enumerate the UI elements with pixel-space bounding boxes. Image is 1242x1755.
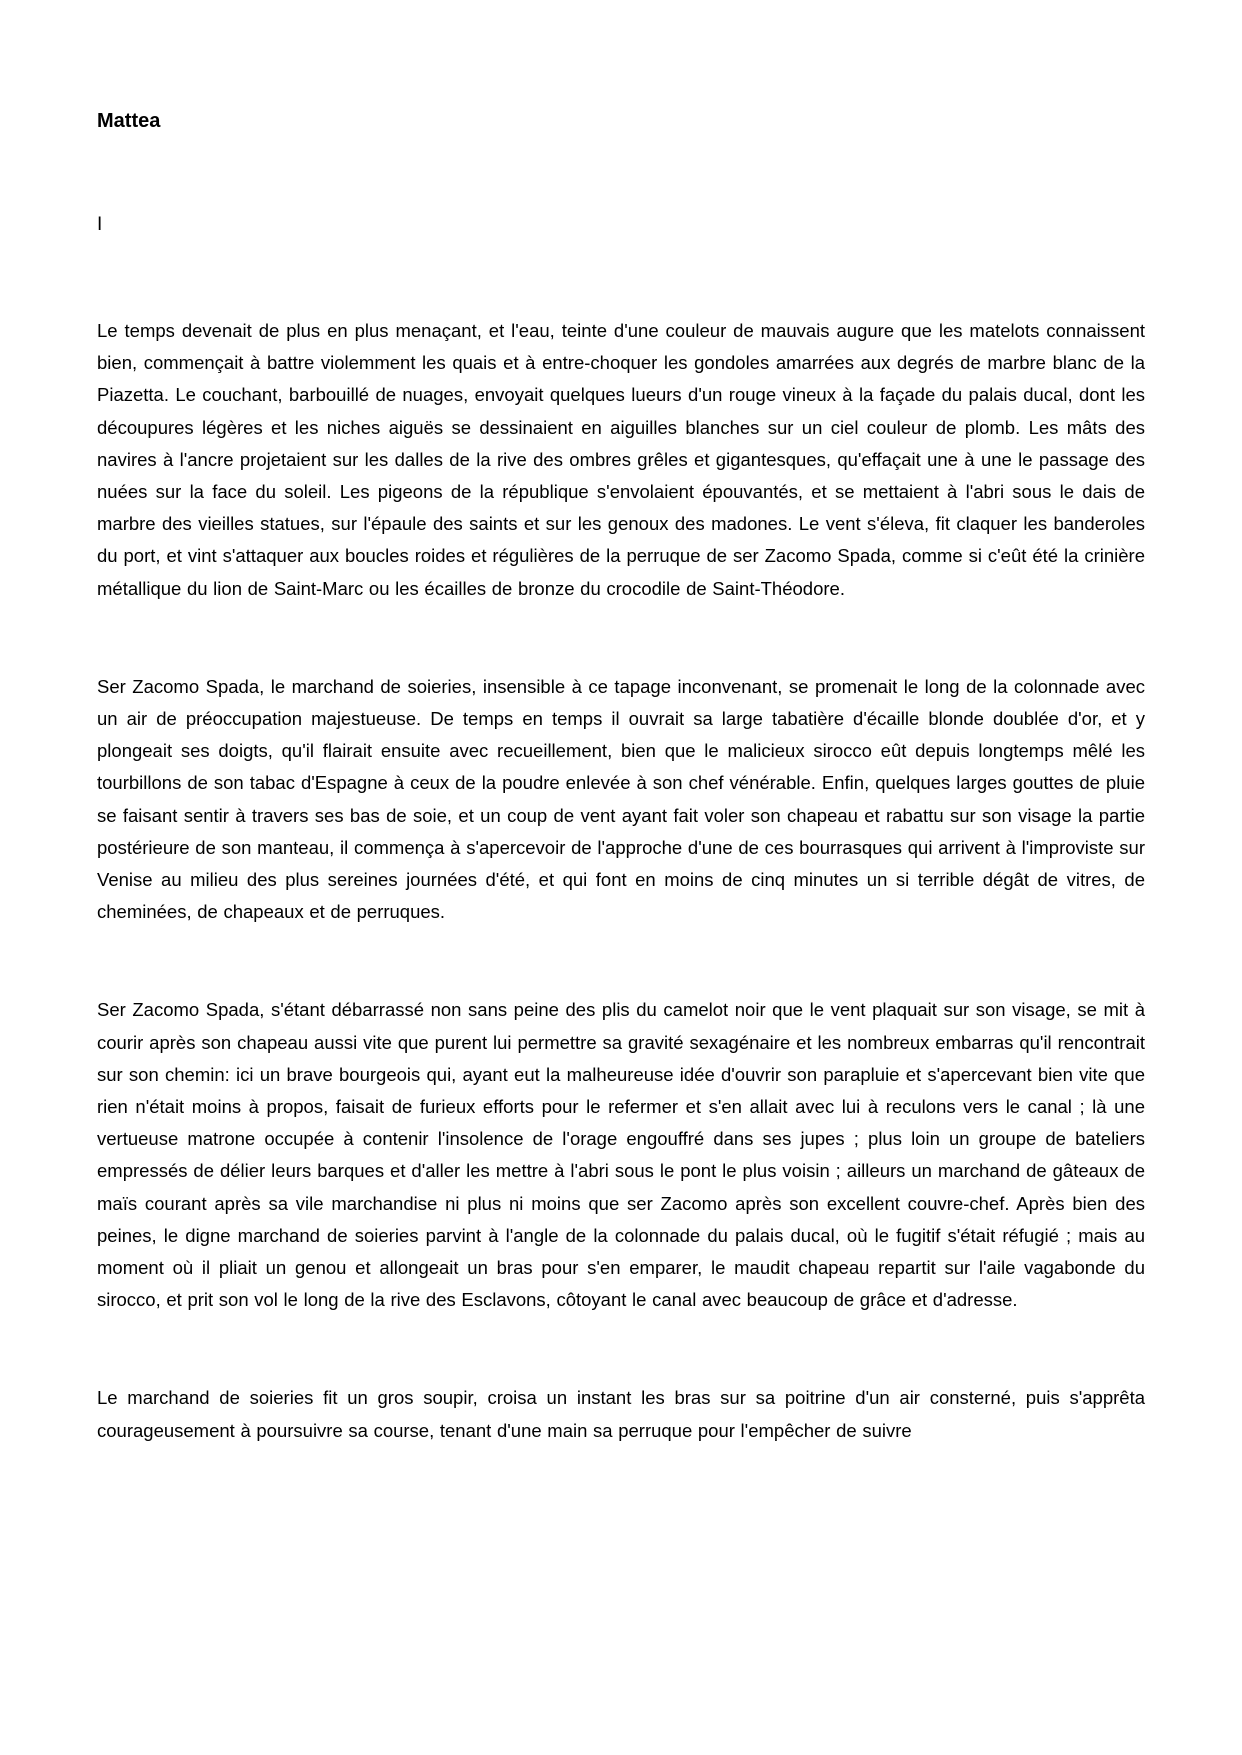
chapter-numeral: I [97, 214, 103, 235]
paragraph-3: Ser Zacomo Spada, s'étant débarrassé non sans peine des plis du camelot noir que le vent plaquait sur son visage, se mit à courir après son chapeau aussi vite que purent lui permettre sa gravité sexagénaire et les nombreux embarras qu'il rencontrait sur son chemin: ici un brave bourgeois qui, ayant eut la malheureuse idée d'ouvrir son parapluie et s'apercevant bien vite que rien n'était moins à propos, faisait de furieux efforts pour le refermer et s'en allait avec lui à reculons vers le canal ; là une vertueuse matrone occupée à contenir l'insolence de l'orage engouffré dans ses jupes ; plus loin un groupe de bateliers empressés de délier leurs barques et d'aller les mettre à l'abri sous le pont le plus voisin ; ailleurs un marchand de gâteaux de maïs courant après sa vile marchandise ni plus ni moins que ser Zacomo après son excellent couvre-chef. Après bien des peines, le digne marchand de soieries parvint à l'angle de la colonnade du palais ducal, où le fugitif s'était réfugié ; mais au moment où il pliait un genou et allongeait un bras pour s'en emparer, le maudit chapeau repartit sur l'aile vagabonde du sirocco, et prit son vol le long de la rive des Esclavons, côtoyant le canal avec beaucoup de grâce et d'adresse. [97, 999, 1145, 1311]
paragraph-4: Le marchand de soieries fit un gros soupir, croisa un instant les bras sur sa poitrine d'un air consterné, puis s'apprêta courageusement à poursuivre sa course, tenant d'une main sa perruque pour l'empêcher de suivre [97, 1387, 1145, 1441]
paragraph-1: Le temps devenait de plus en plus menaçant, et l'eau, teinte d'une couleur de mauvais augure que les matelots connaissent bien, commençait à battre violemment les quais et à entre-choquer les gondoles amarrées aux degrés de marbre blanc de la Piazetta. Le couchant, barbouillé de nuages, envoyait quelques lueurs d'un rouge vineux à la façade du palais ducal, dont les découpures légères et les niches aiguës se dessinaient en aiguilles blanches sur un ciel couleur de plomb. Les mâts des navires à l'ancre projetaient sur les dalles de la rive des ombres grêles et gigantesques, qu'effaçait une à une le passage des nuées sur la face du soleil. Les pigeons de la république s'envolaient épouvantés, et se mettaient à l'abri sous le dais de marbre des vieilles statues, sur l'épaule des saints et sur les genoux des madones. Le vent s'éleva, fit claquer les banderoles du port, et vint s'attaquer aux boucles roides et régulières de la perruque de ser Zacomo Spada, comme si c'eût été la crinière métallique du lion de Saint-Marc ou les écailles de bronze du crocodile de Saint-Théodore. [97, 320, 1145, 599]
document-title: Mattea [97, 110, 161, 132]
paragraph-2: Ser Zacomo Spada, le marchand de soieries, insensible à ce tapage inconvenant, se promenait le long de la colonnade avec un air de préoccupation majestueuse. De temps en temps il ouvrait sa large tabatière d'écaille blonde doublée d'or, et y plongeait ses doigts, qu'il flairait ensuite avec recueillement, bien que le malicieux sirocco eût depuis longtemps mêlé les tourbillons de son tabac d'Espagne à ceux de la poudre enlevée à son chef vénérable. Enfin, quelques larges gouttes de pluie se faisant sentir à travers ses bas de soie, et un coup de vent ayant fait voler son chapeau et rabattu sur son visage la partie postérieure de son manteau, il commença à s'apercevoir de l'approche d'une de ces bourrasques qui arrivent à l'improviste sur Venise au milieu des plus sereines journées d'été, et qui font en moins de cinq minutes un si terrible dégât de vitres, de cheminées, de chapeaux et de perruques. [97, 675, 1145, 923]
